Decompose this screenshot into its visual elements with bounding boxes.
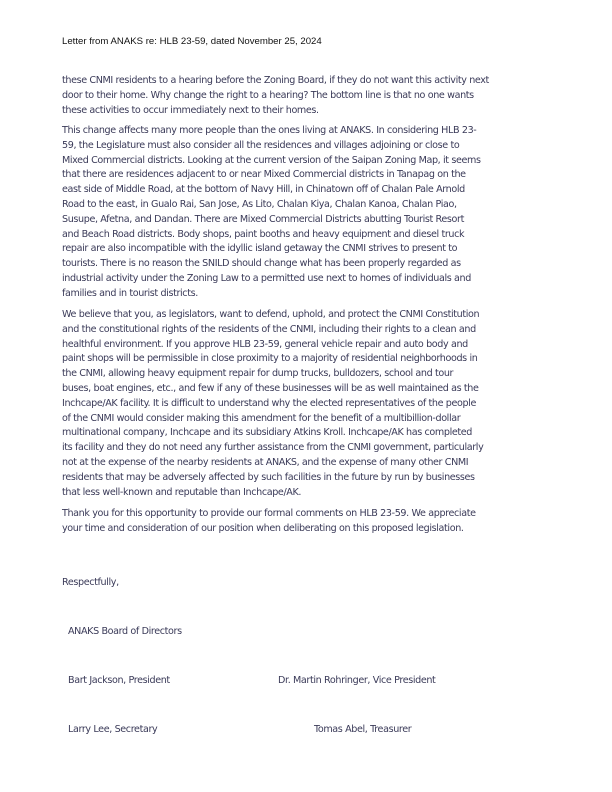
text-line: healthful environment. If you approve HLB 23-59, general vehicle repair and auto body and [62, 338, 468, 350]
paragraph-3 [62, 308, 562, 500]
text-line: Mixed Commercial districts. Looking at the current version of the Saipan Zoning Map, it seems [62, 154, 481, 166]
paragraph-1 [62, 74, 562, 118]
text-line: repair are also incompatible with the idyllic island getaway the CNMI strives to present to [62, 243, 458, 255]
signatory-group: ANAKS Board of Directors [68, 626, 182, 637]
text-line: tourists. There is no reason the SNILD should change what has been properly regarded as [62, 258, 461, 270]
signatory-treasurer: Tomas Abel, Treasurer [314, 724, 412, 735]
text-line: east side of Middle Road, at the bottom of Navy Hill, in Chinatown off of Chalan Pale Arnold [62, 184, 465, 196]
text-line: residents that may be adversely affected by such facilities in the future by run by businesses [62, 471, 475, 483]
text-line: and Beach Road districts. Body shops, paint booths and heavy equipment and diesel truck [62, 228, 465, 240]
text-line: Susupe, Afetna, and Dandan. There are Mixed Commercial Districts abutting Tourist Resort [62, 213, 464, 225]
text-line: door to their home. Why change the right to a hearing? The bottom line is that no one wants [62, 89, 474, 101]
text-line: buses, boat engines, etc., and few if any of these businesses will be as well maintained as the [62, 382, 479, 394]
text-line: that there are residences adjacent to or near Mixed Commercial districts in Tanapag on the [62, 169, 466, 181]
text-line: its facility and they do not need any further assistance from the CNMI government, particularly [62, 442, 484, 454]
text-line: that less well-known and reputable than Inchcape/AK. [62, 486, 302, 498]
text-line: Road to the east, in Gualo Rai, San Jose, As Lito, Chalan Kiya, Chalan Kanoa, Chalan Piao, [62, 198, 457, 210]
text-line: the CNMI, allowing heavy equipment repair for dump trucks, bulldozers, school and tour [62, 368, 454, 380]
signatory-secretary: Larry Lee, Secretary [68, 724, 158, 735]
paragraph-2 [62, 124, 562, 302]
text-line: Inchcape/AK facility. It is difficult to understand why the elected representatives of the people [62, 397, 477, 409]
paragraph-4 [62, 507, 562, 537]
text-line: We believe that you, as legislators, want to defend, uphold, and protect the CNMI Constitution [62, 309, 480, 320]
text-line: industrial activity under the Zoning Law to a permitted use next to homes of individuals and [62, 272, 471, 284]
text-line: families and in tourist districts. [62, 287, 198, 299]
closing: Respectfully, [62, 577, 119, 588]
text-line: and the constitutional rights of the residents of the CNMI, including their rights to a clean and [62, 323, 476, 335]
text-line: This change affects many more people than the ones living at ANAKS. In considering HLB 23- [62, 125, 477, 136]
text-line: your time and consideration of our position when deliberating on this proposed legislation. [62, 522, 464, 534]
text-line: paint shops will be permissible in close proximity to a majority of residential neighborhoods in [62, 353, 478, 365]
text-line: Thank you for this opportunity to provide our formal comments on HLB 23-59. We appreciate [62, 508, 476, 519]
text-line: these CNMI residents to a hearing before the Zoning Board, if they do not want this activity next [62, 75, 489, 86]
signatory-vice-president: Dr. Martin Rohringer, Vice President [278, 675, 436, 686]
text-line: not at the expense of the nearby residents at ANAKS, and the expense of many other CNMI [62, 456, 469, 468]
signatory-president: Bart Jackson, President [68, 675, 170, 686]
text-line: of the CNMI would consider making this amendment for the benefit of a multibillion-dollar [62, 412, 461, 424]
text-line: these activities to occur immediately next to their homes. [62, 104, 319, 116]
page-header: Letter from ANAKS re: HLB 23-59, dated November 25, 2024 [62, 36, 322, 47]
text-line: multinational company, Inchcape and its subsidiary Atkins Kroll. Inchcape/AK has completed [62, 427, 473, 439]
text-line: 59, the Legislature must also consider all the residences and villages adjoining or close to [62, 139, 460, 151]
